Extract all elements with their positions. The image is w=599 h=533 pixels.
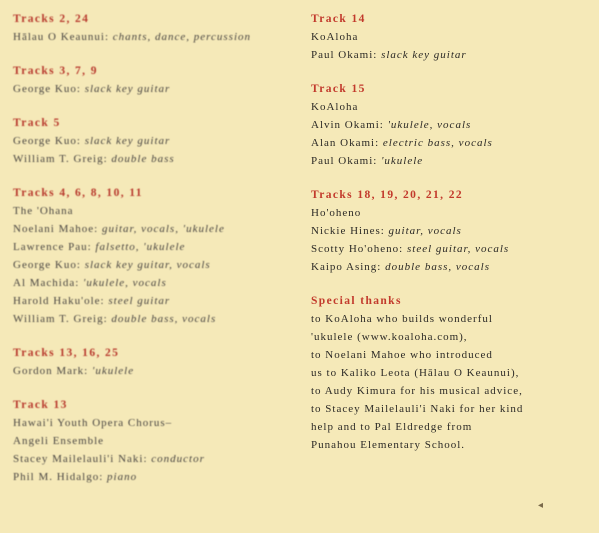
performer-name: Nickie Hines: (311, 225, 385, 237)
track-heading: Tracks 4, 6, 8, 10, 11 (13, 187, 143, 199)
performer-name: Scotty Ho'oheno: (311, 243, 404, 255)
performer-role: falsetto, 'ukulele (95, 241, 186, 253)
credit-line (13, 238, 298, 256)
performer-name: Ho'oheno (311, 207, 362, 219)
performer-role: guitar, vocals, 'ukulele (101, 223, 225, 235)
right-credits-column (311, 10, 591, 454)
credit-line (13, 256, 298, 274)
performer-name: George Kuo: (13, 135, 81, 147)
performer-name: Hawai'i Youth Opera Chorus– (13, 417, 173, 429)
credit-line (13, 220, 298, 238)
credit-line (13, 150, 298, 168)
credit-line (13, 132, 298, 150)
credit-block (13, 10, 298, 46)
performer-name: Alvin Okami: (311, 119, 384, 131)
track-heading: Track 13 (13, 399, 68, 411)
performer-name: KoAloha (311, 101, 359, 113)
performer-role: 'ukulele, vocals (387, 119, 472, 131)
thanks-line: help and to Pal Eldredge from (311, 421, 473, 433)
special-thanks-lines (311, 310, 591, 454)
performer-role: piano (107, 471, 138, 483)
credit-block (13, 344, 298, 380)
performer-name: Al Machida: (13, 277, 80, 289)
credit-block (311, 186, 591, 276)
performer-name: KoAloha (311, 31, 359, 43)
performer-role: steel guitar (108, 295, 171, 307)
credit-line (13, 28, 298, 46)
performer-name: George Kuo: (13, 259, 81, 271)
track-heading: Track 15 (311, 83, 366, 95)
thanks-line: to Stacey Mailelauli'i Naki for her kind (311, 403, 524, 415)
performer-name: Alan Okami: (311, 137, 380, 149)
right-track-blocks (311, 10, 591, 276)
credit-line (311, 204, 591, 222)
performer-role: steel guitar, vocals (406, 243, 510, 255)
performer-name: William T. Greig: (13, 313, 108, 325)
special-thanks-section (311, 292, 591, 454)
credit-line (13, 310, 298, 328)
credit-line (13, 414, 298, 432)
credit-line (13, 432, 298, 450)
credit-line (311, 98, 591, 116)
credit-line (311, 134, 591, 152)
credit-line (13, 80, 298, 98)
credit-block (311, 10, 591, 64)
thanks-line: to Noelani Mahoe who introduced (311, 349, 493, 361)
performer-role: slack key guitar (84, 83, 171, 95)
credit-block (13, 396, 298, 486)
performer-role: double bass, vocals (111, 313, 217, 325)
performer-role: 'ukulele, vocals (83, 277, 167, 289)
performer-name: Angeli Ensemble (13, 435, 105, 447)
credit-block (13, 184, 298, 328)
left-credits-column (13, 10, 298, 502)
track-heading: Tracks 3, 7, 9 (13, 65, 98, 77)
credit-line (13, 292, 298, 310)
credit-block (311, 80, 591, 170)
performer-role: 'ukulele (381, 155, 424, 167)
performer-role: chants, dance, percussion (112, 31, 252, 43)
credit-line (13, 274, 298, 292)
performer-role: electric bass, vocals (382, 137, 493, 149)
credit-line (311, 46, 591, 64)
performer-name: Noelani Mahoe: (13, 223, 99, 235)
credit-line (311, 240, 591, 258)
performer-name: Kaipo Asing: (311, 261, 382, 273)
performer-role: slack key guitar (381, 49, 467, 61)
performer-role: 'ukulele (92, 365, 135, 377)
performer-role: double bass (111, 153, 175, 165)
track-heading: Tracks 2, 24 (13, 13, 90, 25)
corner-mark: ◂ (538, 500, 544, 511)
thanks-line: Punahou Elementary School. (311, 439, 466, 451)
performer-name: Paul Okami: (311, 49, 378, 61)
credit-line (13, 202, 298, 220)
performer-role: conductor (151, 453, 205, 465)
track-heading: Tracks 13, 16, 25 (13, 347, 120, 359)
performer-role: slack key guitar, vocals (84, 259, 211, 271)
track-heading: Tracks 18, 19, 20, 21, 22 (311, 189, 464, 201)
performer-name: Stacey Mailelauli'i Naki: (13, 453, 148, 465)
thanks-line: 'ukulele (www.koaloha.com), (311, 331, 468, 343)
track-heading: Track 14 (311, 13, 366, 25)
special-thanks-heading: Special thanks (311, 295, 402, 307)
performer-name: George Kuo: (13, 83, 81, 95)
performer-role: slack key guitar (84, 135, 171, 147)
thanks-line: us to Kaliko Leota (Hālau O Keaunui), (311, 367, 520, 379)
credit-line (311, 152, 591, 170)
thanks-line: to KoAloha who builds wonderful (311, 313, 493, 325)
credit-line (311, 258, 591, 276)
credit-line (13, 362, 298, 380)
performer-role: guitar, vocals (388, 225, 462, 237)
thanks-line: to Audy Kimura for his musical advice, (311, 385, 523, 397)
performer-name: The 'Ohana (13, 205, 74, 217)
performer-name: William T. Greig: (13, 153, 108, 165)
performer-name: Phil M. Hidalgo: (13, 471, 104, 483)
credit-line (311, 116, 591, 134)
performer-name: Paul Okami: (311, 155, 378, 167)
credit-line (13, 450, 298, 468)
credit-block (13, 114, 298, 168)
credit-line (311, 222, 591, 240)
credit-block (13, 62, 298, 98)
performer-role: double bass, vocals (385, 261, 490, 273)
performer-name: Gordon Mark: (13, 365, 89, 377)
performer-name: Lawrence Pau: (13, 241, 92, 253)
performer-name: Hālau O Keaunui: (13, 31, 110, 43)
track-heading: Track 5 (13, 117, 61, 129)
performer-name: Harold Haku'ole: (13, 295, 105, 307)
credit-line (311, 28, 591, 46)
credit-line (13, 468, 298, 486)
